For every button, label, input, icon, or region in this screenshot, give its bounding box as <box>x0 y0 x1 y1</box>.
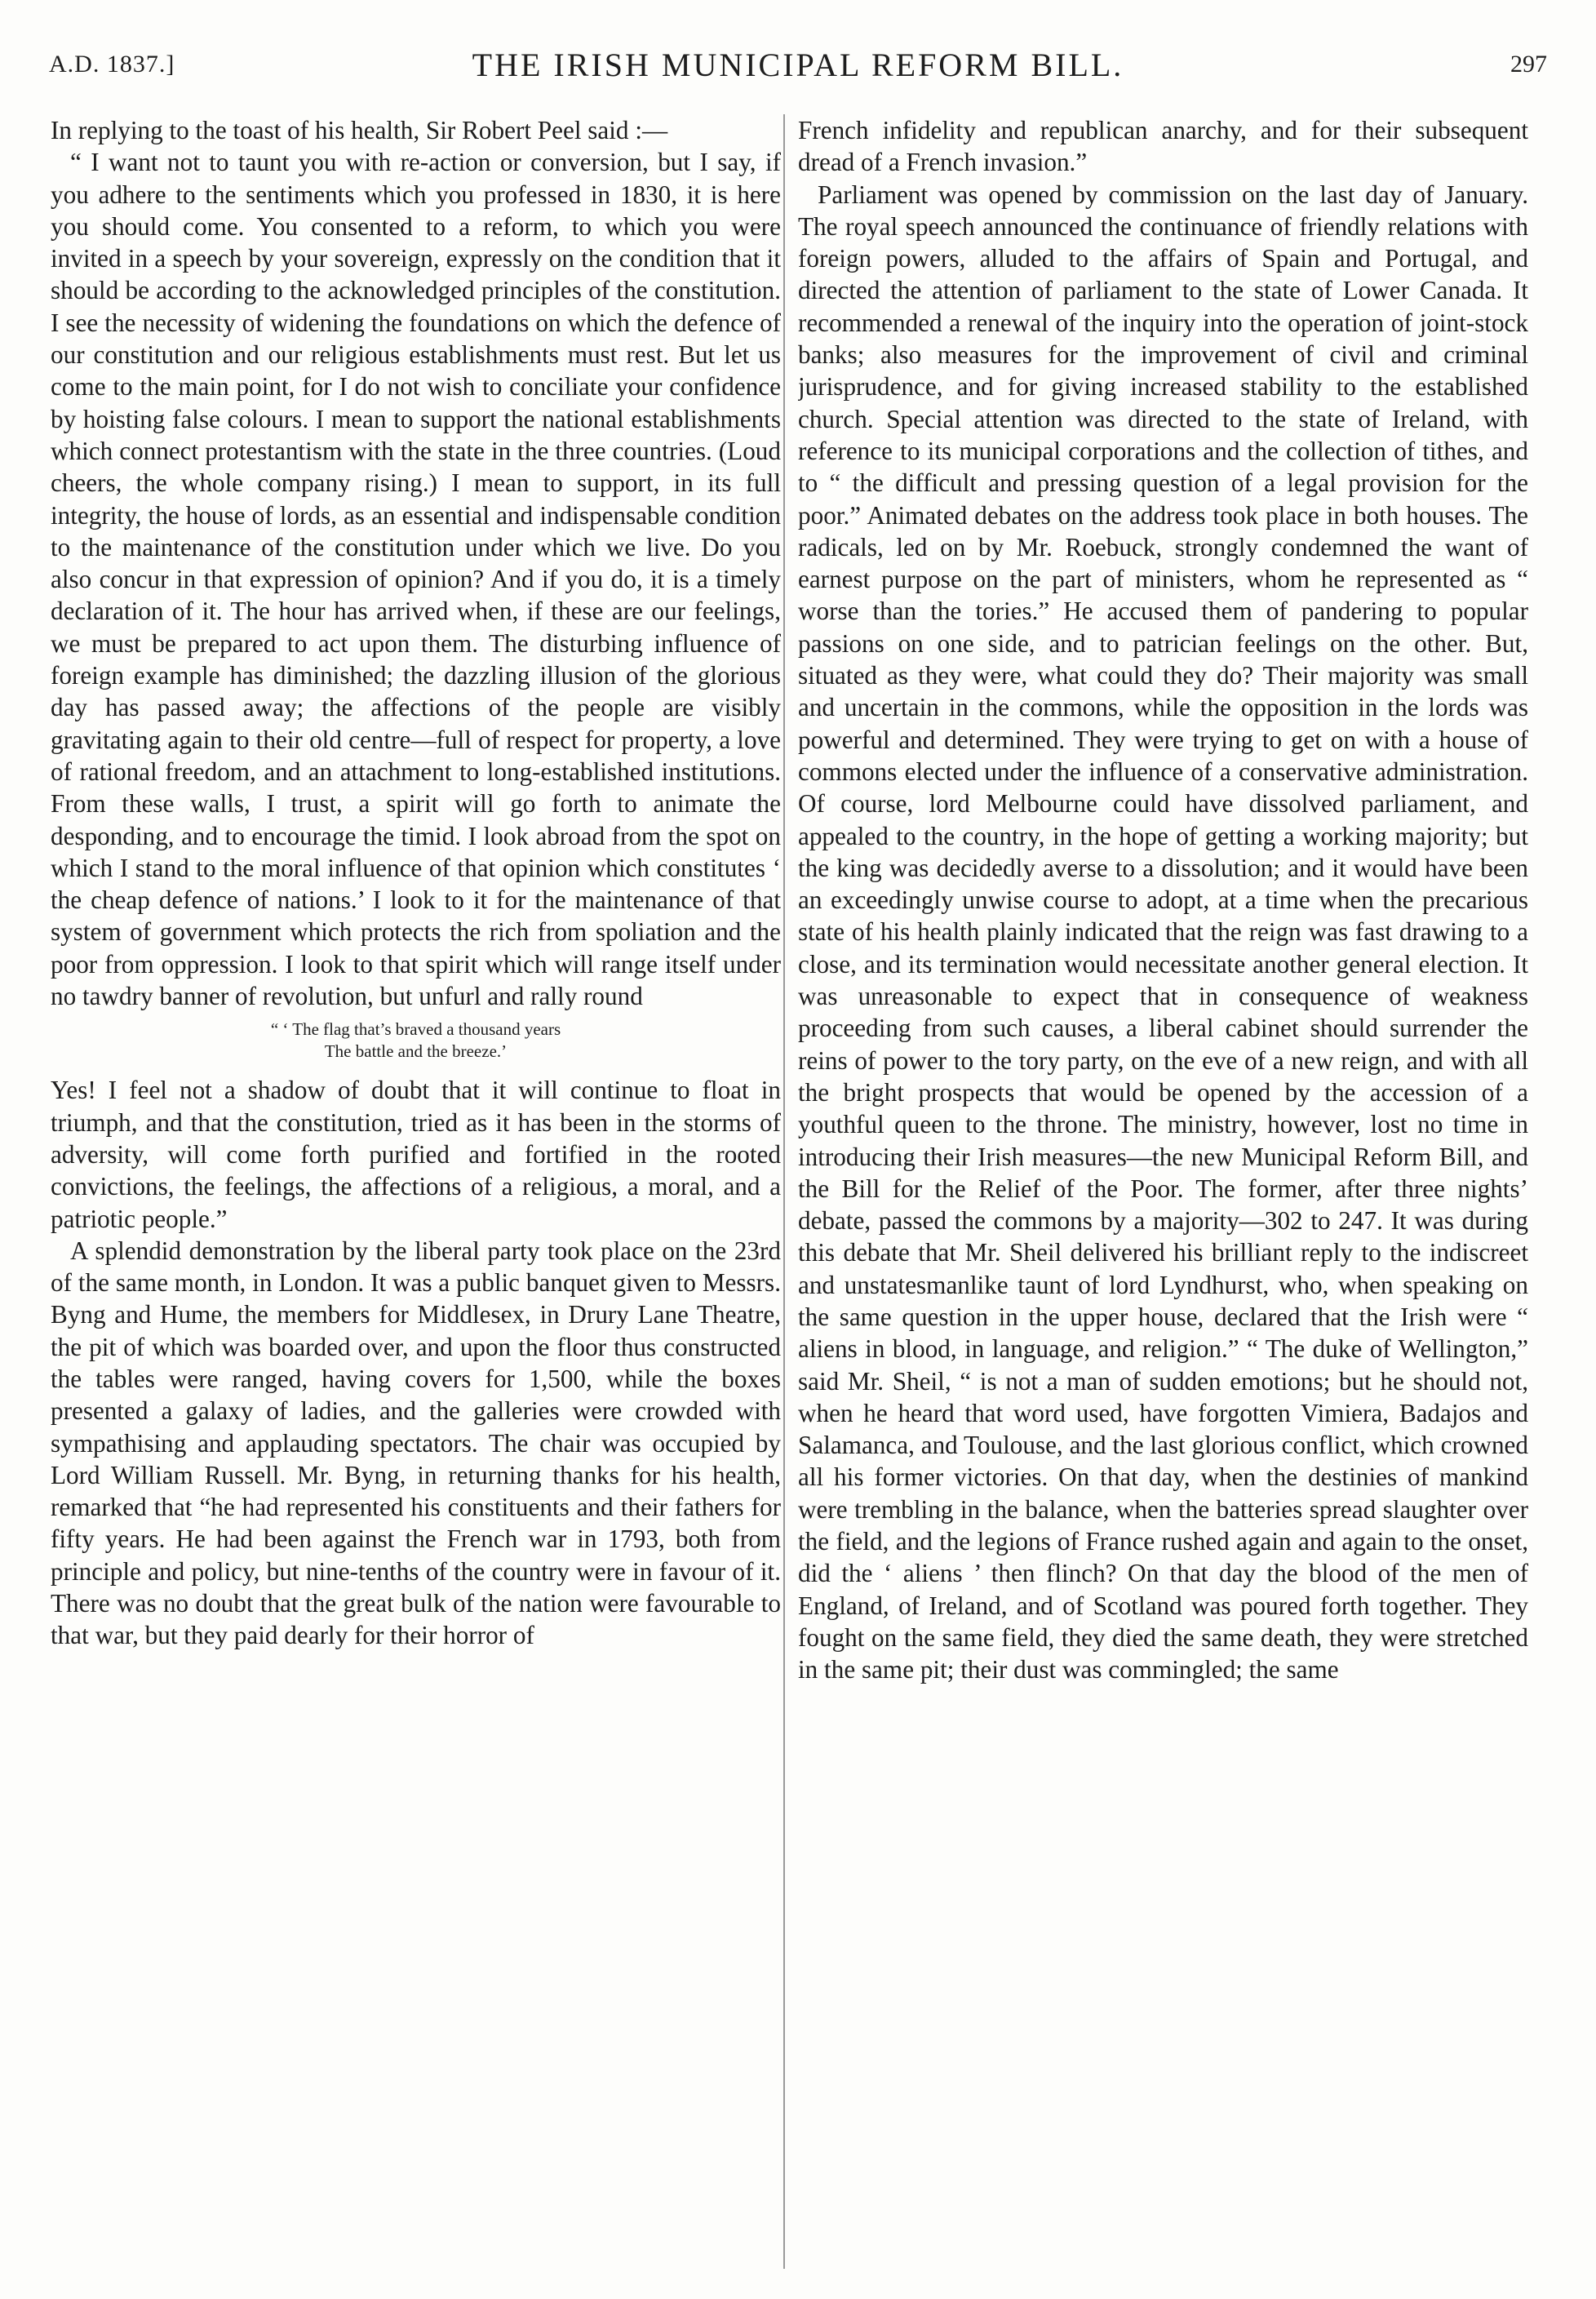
paragraph: In replying to the toast of his health, Sir Robert Peel said :— <box>51 116 668 144</box>
header-date: A.D. 1837.] <box>49 51 175 78</box>
right-column <box>798 114 1528 2269</box>
page-number: 297 <box>1510 51 1547 78</box>
paragraph: Parliament was opened by commission on the last day of January. The royal speech announced the continuance of friendly relations with foreign powers, alluded to the affairs of Spain and Portugal, and directed the attention of parliament to the state of Lower Canada. It recommended a renewal of the inquiry into the operation of joint-stock banks; also measures for the improvement of civil and criminal jurisprudence, and for giving increased stability to the established church. Special attention was directed to the state of Ireland, with reference to its municipal corporations and the collection of tithes, and to “ the difficult and pressing question of a legal provision for the poor.” Animated debates on the address took place in both houses. The radicals, led on by Mr. Roebuck, strongly condemned the want of earnest purpose on the part of ministers, whom he represented as “ worse than the tories.” He accused them of pandering to popular passions on one side, and to patrician feelings on the other. But, situated as they were, what could they do? Their majority was small and uncertain in the commons, while the opposition in the lords was powerful and determined. They were trying to get on with a house of commons elected under the influence of a conservative administration. Of course, lord Melbourne could have dissolved parliament, and appealed to the country, in the hope of getting a working majority; but the king was decidedly averse to a dissolution; and it would have been an exceedingly unwise course to adopt, at a time when the precarious state of his health plainly indicated that the reign was fast drawing to a close, and its termination would necessitate another general election. It was unreasonable to expect that in consequence of weakness proceeding from such causes, a liberal cabinet should surrender the reins of power to the tory party, on the eve of a new reign, and with all the bright prospects that would be opened by the accession of a youthful queen to the throne. The ministry, however, lost no time in introducing their Irish measures—the new Municipal Reform Bill, and the Bill for the Relief of the Poor. The former, after three nights’ debate, passed the commons by a majority—302 to 247. It was during this debate that Mr. Sheil delivered his brilliant reply to the indiscreet and unstatesmanlike taunt of lord Lyndhurst, who, when speaking on the same question in the upper house, declared that the Irish were “ aliens in blood, in language, and religion.” “ The duke of Wellington,” said Mr. Sheil, “ is not a man of sudden emotions; but he should not, when he heard that word used, have forgotten Vimiera, Badajos and Salamanca, and Toulouse, and the last glorious conflict, which crowned all his former victories. On that day, when the destinies of mankind were trembling in the balance, when the batteries spread slaughter over the field, and the legions of France rushed again and again to the onset, did the ‘ aliens ’ then flinch? On that day the blood of the men of England, of Ireland, and of Scotland was poured forth together. They fought on the same field, they died the same death, they were stretched in the same pit; their dust was commingled; the same <box>798 180 1528 1684</box>
verse-line: The battle and the breeze.’ <box>324 1041 508 1062</box>
header-title: THE IRISH MUNICIPAL REFORM BILL. <box>472 47 1124 83</box>
paragraph: Yes! I feel not a shadow of doubt that it will continue to float in triumph, and that the constitution, tried as it has been in the storms of adversity, will come forth purified and fortified in the rooted convictions, the feelings, the affections of a religious, a moral, and a patriotic people.” <box>51 1076 781 1233</box>
quotation-paragraph: “ I want not to taunt you with re-action or conversion, but I say, if you adhere to the sentiments which you professed in 1830, it is here you should come. You consented to a reform, to which you were invited in a speech by your sovereign, expressly on the condition that it should be according to the acknowledged principles of the constitution. I see the necessity of widening the foundations on which the defence of our constitution and our religious establishments must rest. But let us come to the main point, for I do not wish to conciliate your confidence by hoisting false colours. I mean to support the national establishments which connect protestantism with the state in the three countries. (Loud cheers, the whole company rising.) I mean to support, in its full integrity, the house of lords, as an essential and indispensable condition to the maintenance of the constitution under which we live. Do you also concur in that expression of opinion? And if you do, it is a timely declaration of it. The hour has arrived when, if these are our feelings, we must be prepared to act upon them. The disturbing influence of foreign example has diminished; the dazzling illusion of the glorious day has passed away; the affections of the people are visibly gravitating again to their old centre—full of respect for property, a love of rational freedom, and an attachment to long-established institutions. From these walls, I trust, a spirit will go forth to animate the desponding, and to encourage the timid. I look abroad from the spot on which I stand to the moral influence of that opinion which constitutes ‘ the cheap defence of nations.’ I look to it for the maintenance of that system of government which protects the rich from spoliation and the poor from oppression. I look to that spirit which will range itself under no tawdry banner of revolution, but unfurl and rally round <box>51 148 781 1011</box>
running-header <box>49 42 1547 91</box>
column-divider <box>783 114 785 2269</box>
paragraph: A splendid demonstration by the liberal party took place on the 23rd of the same month, in London. It was a public banquet given to Messrs. Byng and Hume, the members for Middlesex, in Drury Lane Theatre, the pit of which was boarded over, and upon the floor thus constructed the tables were ranged, having covers for 1,500, while the boxes presented a galaxy of ladies, and the galleries were crowded with sympathising and applauding spectators. The chair was occupied by Lord William Russell. Mr. Byng, in returning thanks for his health, remarked that “he had represented his constituents and their fathers for fifty years. He had been against the French war in 1793, both from principle and policy, but nine-tenths of the country were in favour of it. There was no doubt that the great bulk of the nation were favourable to that war, but they paid dearly for their horror of <box>51 1236 781 1650</box>
verse-line: “ ‘ The flag that’s braved a thousand years <box>270 1019 561 1040</box>
verse-quotation <box>51 1019 781 1063</box>
paragraph: French infidelity and republican anarchy, and for their subsequent dread of a French invasion.” <box>798 116 1528 177</box>
left-column <box>51 114 781 2269</box>
